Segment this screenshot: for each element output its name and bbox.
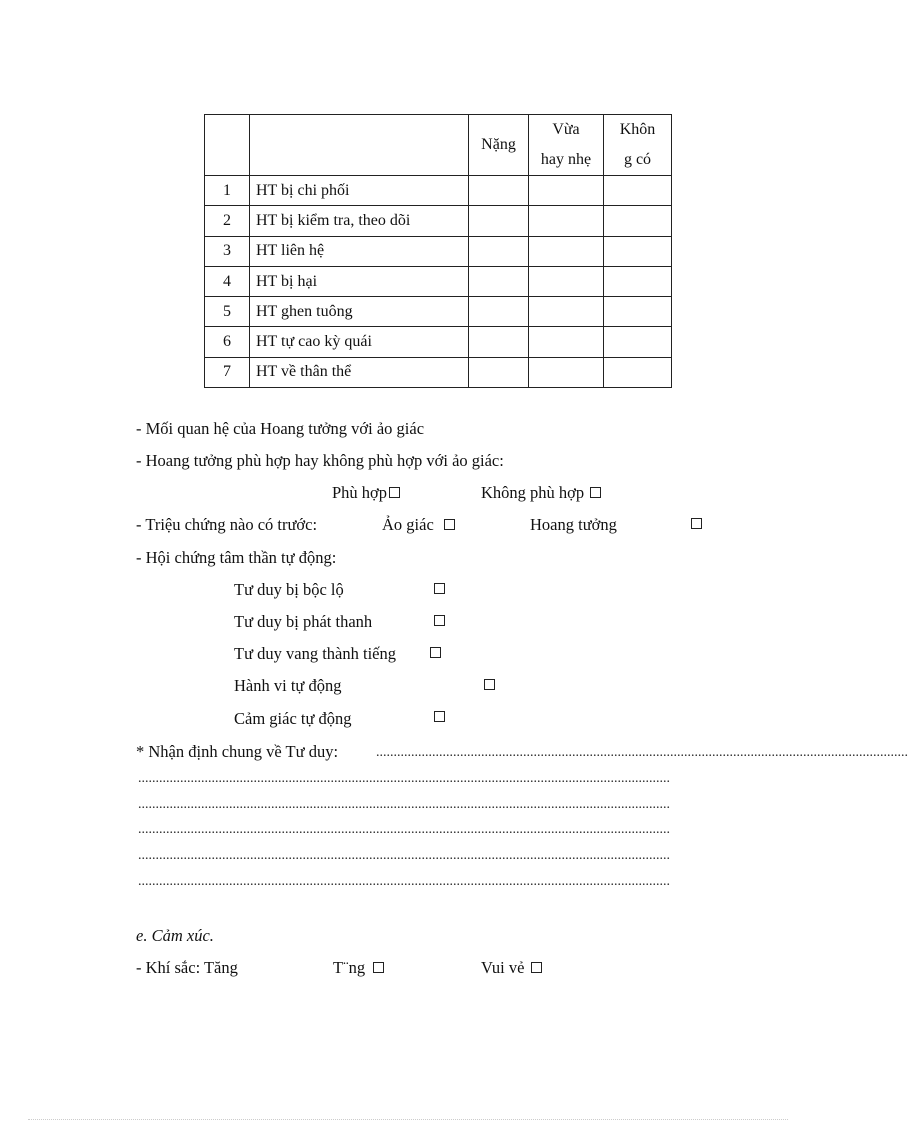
- row-number: 1: [205, 176, 250, 206]
- row-number: 5: [205, 297, 250, 327]
- header-moderate-line2: hay nhẹ: [540, 151, 592, 168]
- header-moderate-line1: Vừa: [552, 121, 580, 138]
- first-hallucination-checkbox[interactable]: [444, 519, 455, 530]
- automatism-item-label: Tư duy bị bộc lộ: [234, 580, 344, 599]
- row-label: HT bị hại: [250, 266, 469, 296]
- cell-none[interactable]: [604, 266, 672, 296]
- cell-none[interactable]: [604, 206, 672, 236]
- cell-severe[interactable]: [469, 357, 529, 387]
- assessment-dotted-line[interactable]: ........................................................................................................................................................: [138, 848, 670, 863]
- automatism-item-label: Tư duy bị phát thanh: [234, 612, 373, 631]
- cell-severe[interactable]: [469, 266, 529, 296]
- cell-none[interactable]: [604, 236, 672, 266]
- header-none-line1: Khôn: [619, 121, 656, 138]
- assessment-dotted-line[interactable]: ........................................................................................................................................................: [138, 874, 670, 889]
- row-number: 4: [205, 266, 250, 296]
- automatism-checkbox[interactable]: [434, 615, 445, 626]
- table-row: [205, 357, 672, 387]
- automatism-heading: - Hội chứng tâm thần tự động:: [136, 548, 337, 567]
- automatism-checkbox[interactable]: [434, 583, 445, 594]
- row-number: 3: [205, 236, 250, 266]
- cell-severe[interactable]: [469, 327, 529, 357]
- cell-moderate[interactable]: [529, 176, 604, 206]
- table-row: [205, 176, 672, 206]
- row-label: HT liên hệ: [250, 236, 469, 266]
- header-label: [250, 115, 469, 176]
- cell-none[interactable]: [604, 297, 672, 327]
- cell-moderate[interactable]: [529, 206, 604, 236]
- row-label: HT ghen tuông: [250, 297, 469, 327]
- table-row: [205, 327, 672, 357]
- mood-option-3-checkbox[interactable]: [531, 962, 542, 973]
- header-none: [604, 115, 672, 176]
- first-symptom-label: - Triệu chứng nào có trước:: [136, 515, 318, 534]
- automatism-item-label: Cảm giác tự động: [234, 709, 352, 728]
- first-delusion-label: Hoang tưởng: [530, 515, 617, 534]
- first-hallucination-label: Ảo giác: [382, 515, 438, 534]
- table-row: [205, 236, 672, 266]
- fit-yes-checkbox[interactable]: [389, 487, 400, 498]
- mood-option-2: [333, 960, 384, 977]
- fit-no-label: Không phù hợp: [481, 483, 589, 502]
- row-number: 7: [205, 357, 250, 387]
- first-hallucination-option: [382, 517, 455, 534]
- automatism-checkbox[interactable]: [434, 711, 445, 722]
- assessment-label: * Nhận định chung về Tư duy:: [136, 742, 339, 761]
- header-number: [205, 115, 250, 176]
- assessment-dotted-line[interactable]: ........................................................................................................................................................: [376, 745, 908, 760]
- cell-severe[interactable]: [469, 206, 529, 236]
- cell-moderate[interactable]: [529, 266, 604, 296]
- cell-severe[interactable]: [469, 297, 529, 327]
- row-label: HT bị kiểm tra, theo dõi: [250, 206, 469, 236]
- mood-option-3: [481, 960, 542, 977]
- automatism-checkbox[interactable]: [484, 679, 495, 690]
- relationship-heading: - Mối quan hệ của Hoang tưởng với ảo giác: [136, 419, 425, 438]
- header-severe: Nặng: [469, 115, 529, 176]
- row-label: HT về thân thể: [250, 357, 469, 387]
- fit-yes-label: Phù hợp: [332, 483, 388, 502]
- fit-question: - Hoang tưởng phù hợp hay không phù hợp với ảo giác:: [136, 451, 504, 470]
- header-none-line2: g có: [623, 151, 652, 168]
- cell-none[interactable]: [604, 176, 672, 206]
- cell-none[interactable]: [604, 327, 672, 357]
- automatism-checkbox[interactable]: [430, 647, 441, 658]
- cell-severe[interactable]: [469, 236, 529, 266]
- table-row: [205, 266, 672, 296]
- cell-none[interactable]: [604, 357, 672, 387]
- mood-option-2-label: T¨ng: [333, 958, 370, 977]
- page-bottom-divider: [28, 1119, 788, 1120]
- mood-label: - Khí sắc: Tăng: [136, 958, 238, 977]
- emotion-section-title: e. Cảm xúc.: [136, 926, 214, 945]
- cell-moderate[interactable]: [529, 236, 604, 266]
- table-row: [205, 297, 672, 327]
- mood-option-3-label: Vui vẻ: [481, 958, 529, 977]
- assessment-dotted-line[interactable]: ........................................................................................................................................................: [138, 822, 670, 837]
- row-number: 6: [205, 327, 250, 357]
- row-number: 2: [205, 206, 250, 236]
- row-label: HT bị chi phối: [250, 176, 469, 206]
- first-delusion-checkbox[interactable]: [691, 518, 702, 529]
- cell-moderate[interactable]: [529, 327, 604, 357]
- table-row: [205, 206, 672, 236]
- assessment-dotted-line[interactable]: ........................................................................................................................................................: [138, 797, 670, 812]
- fit-no-option: [481, 485, 601, 502]
- automatism-item-label: Hành vi tự động: [234, 676, 342, 695]
- delusion-severity-table: [204, 114, 672, 388]
- assessment-dotted-line[interactable]: ........................................................................................................................................................: [138, 771, 670, 786]
- cell-severe[interactable]: [469, 176, 529, 206]
- cell-moderate[interactable]: [529, 297, 604, 327]
- fit-yes-option: [332, 485, 400, 502]
- mood-option-2-checkbox[interactable]: [373, 962, 384, 973]
- cell-moderate[interactable]: [529, 357, 604, 387]
- row-label: HT tự cao kỳ quái: [250, 327, 469, 357]
- fit-no-checkbox[interactable]: [590, 487, 601, 498]
- header-moderate: [529, 115, 604, 176]
- automatism-item-label: Tư duy vang thành tiếng: [234, 644, 396, 663]
